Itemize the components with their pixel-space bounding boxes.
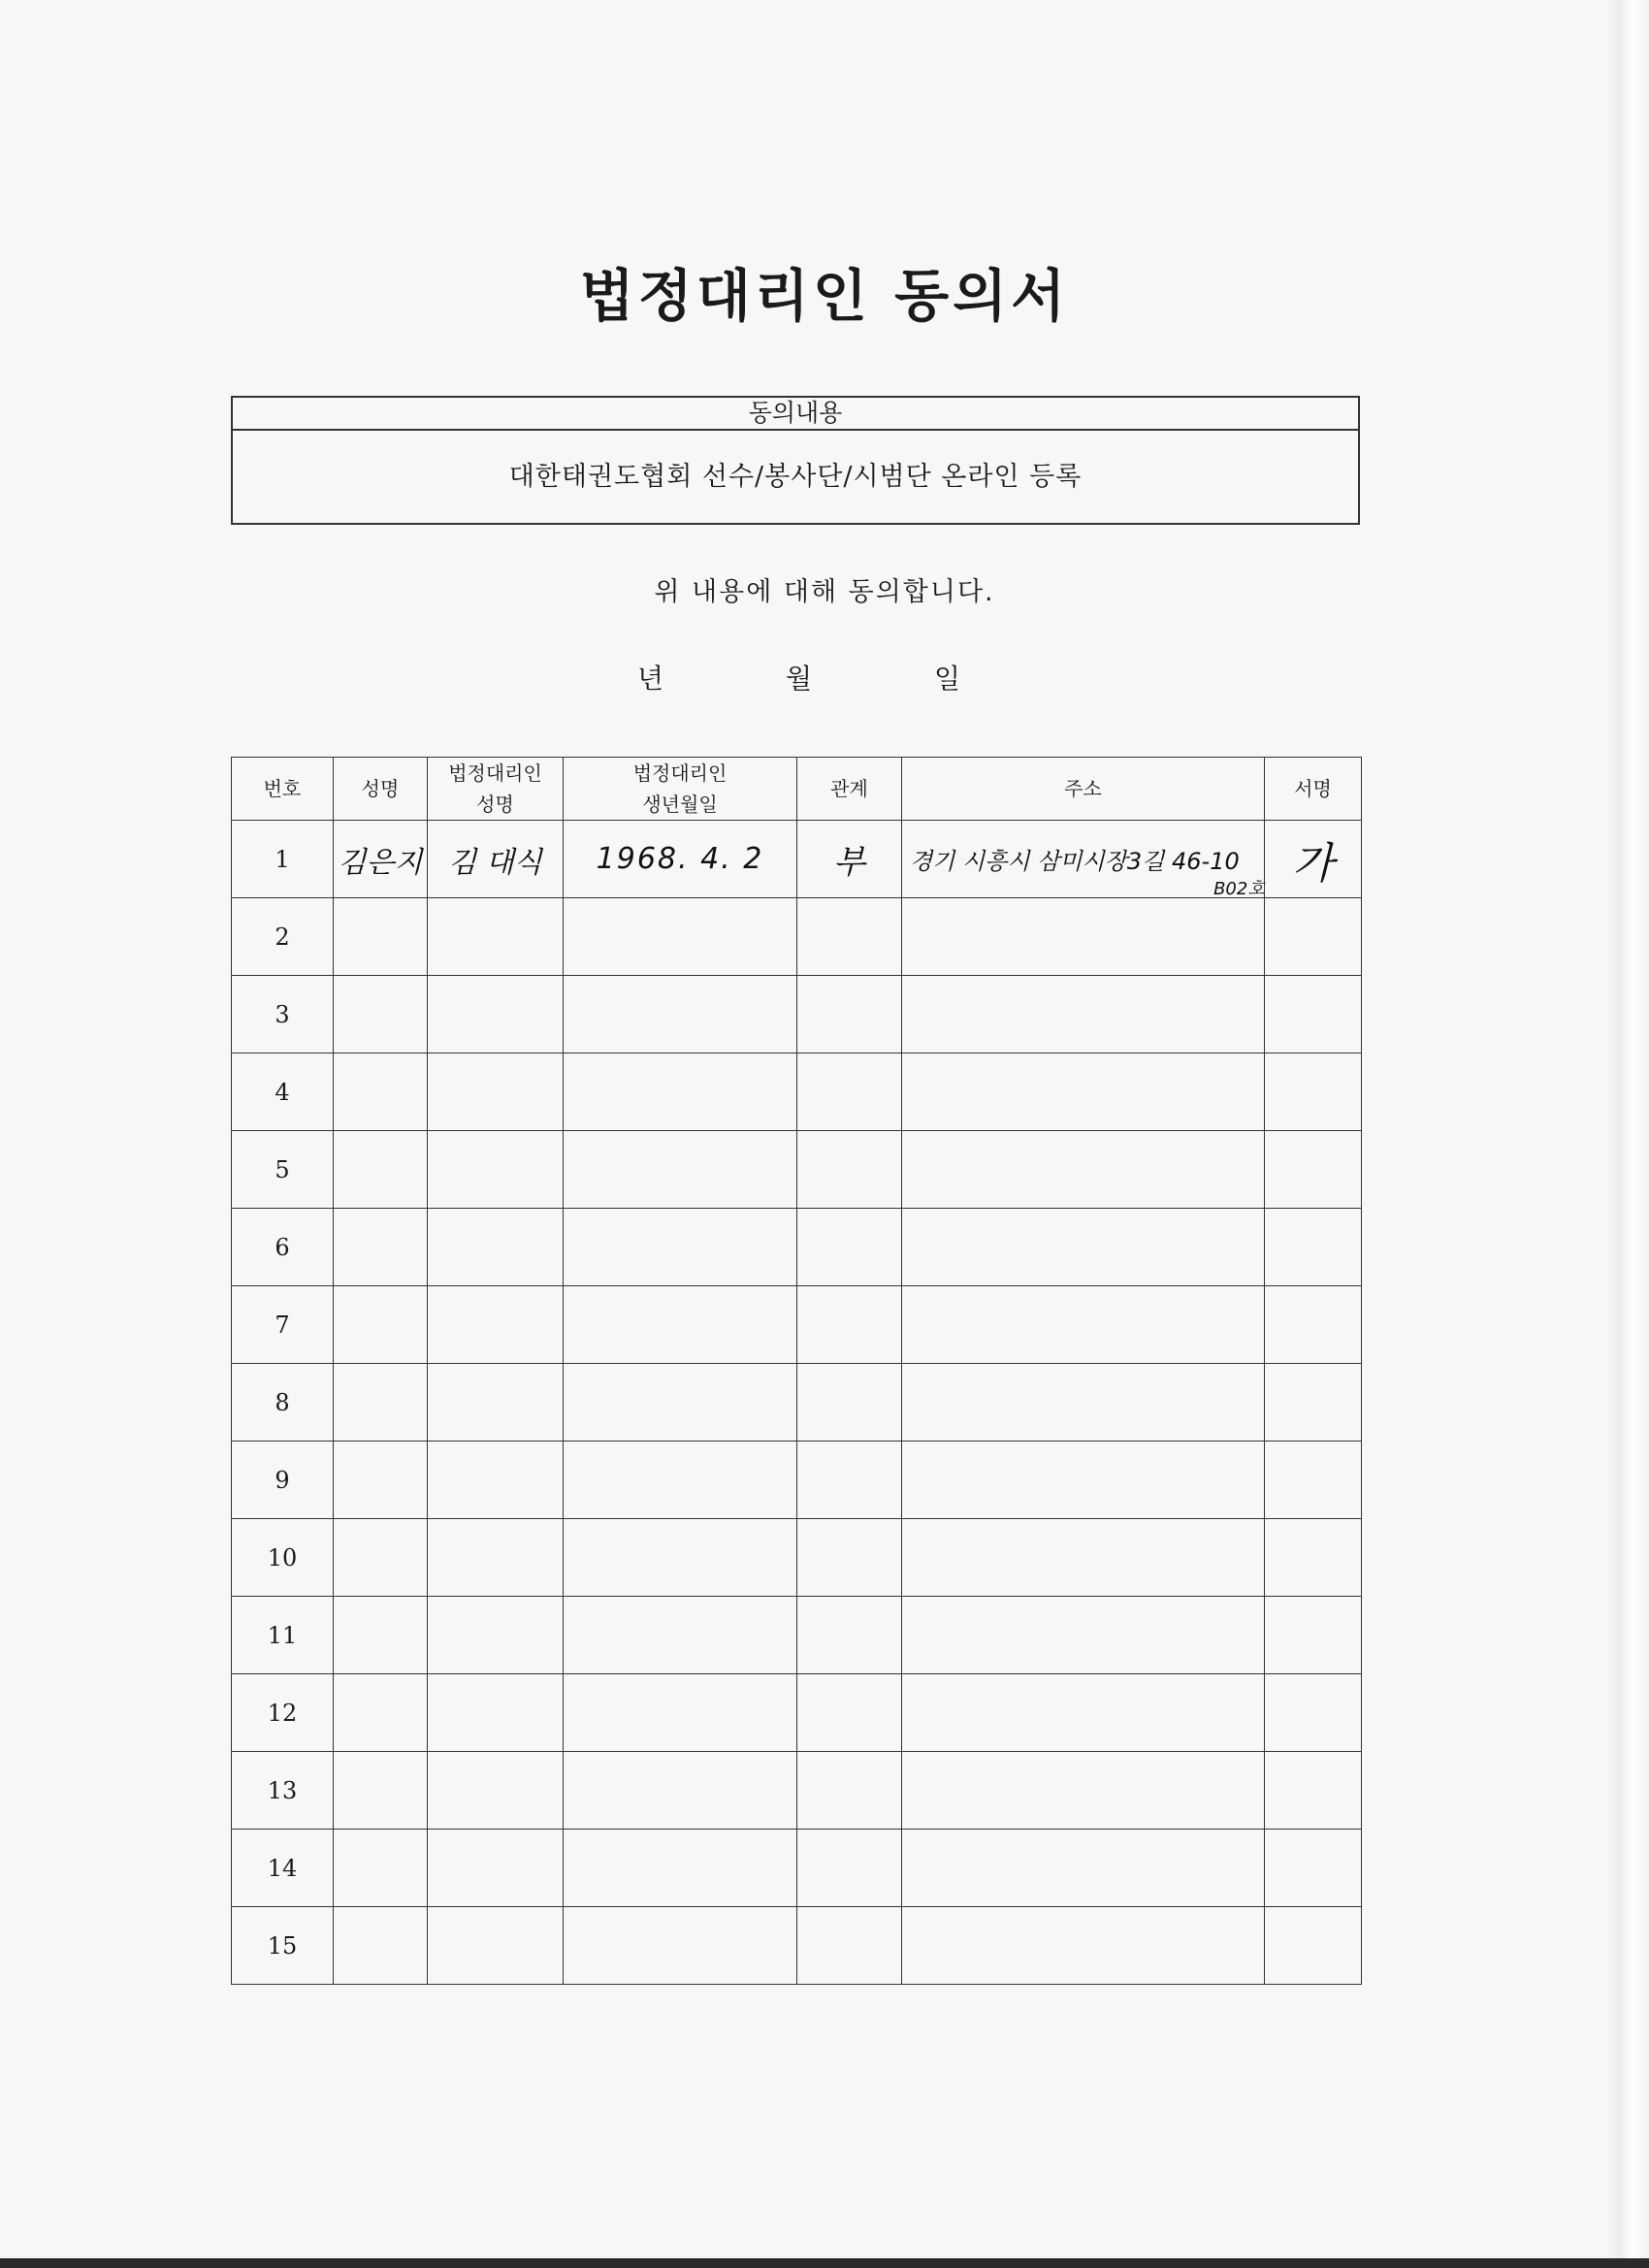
row-address [902,1053,1265,1131]
row-relation [797,1830,902,1907]
row-guardian-name [428,1830,564,1907]
row-signature [1265,1053,1362,1131]
table-row [232,1830,1362,1907]
header-relation: 관계 [797,758,902,821]
row-address [902,1907,1265,1985]
row-relation [797,1519,902,1597]
row-relation [797,1907,902,1985]
row-guardian-dob [564,1442,797,1519]
row-guardian-name [428,1131,564,1209]
row-guardian-name [428,1674,564,1752]
row-name [334,1674,428,1752]
handwritten-guardian-name: 김 대식 [448,845,542,880]
row-guardian-name [428,1752,564,1830]
row-guardian-name [428,821,564,898]
table-row [232,1597,1362,1674]
table-row [232,1752,1362,1830]
row-address [902,1209,1265,1286]
row-relation [797,1752,902,1830]
row-guardian-name [428,1209,564,1286]
row-address [902,1131,1265,1209]
row-name [334,1442,428,1519]
row-address [902,1519,1265,1597]
row-guardian-name [428,1597,564,1674]
header-no: 번호 [232,758,334,821]
handwritten-guardian-dob: 1968. 4. 2 [596,842,764,876]
row-no: 9 [232,1442,334,1519]
page-edge-bottom [0,2258,1649,2268]
header-guardian-dob [564,758,797,821]
row-no: 15 [232,1907,334,1985]
row-relation [797,1597,902,1674]
document-title: 법정대리인 동의서 [579,263,1070,329]
table-row [232,821,1362,898]
row-no: 4 [232,1053,334,1131]
row-signature [1265,1597,1362,1674]
row-address [902,976,1265,1053]
row-address [902,821,1265,898]
row-name [334,1907,428,1985]
header-guardian-dob-line2: 생년월일 [642,793,718,816]
table-row [232,1907,1362,1985]
handwritten-address-main: 경기 시흥시 삼미시장3길 46-10 [910,848,1240,875]
header-address: 주소 [902,758,1265,821]
row-signature [1265,976,1362,1053]
row-guardian-dob [564,1674,797,1752]
row-signature [1265,1131,1362,1209]
row-no: 1 [232,821,334,898]
table-row [232,1364,1362,1442]
date-year-label: 년 [637,663,664,695]
header-guardian-name-line1: 법정대리인 [448,761,542,785]
table-row [232,1209,1362,1286]
handwritten-name: 김은지 [338,845,423,880]
row-guardian-dob [564,1131,797,1209]
row-signature [1265,1286,1362,1364]
row-relation [797,1131,902,1209]
row-signature [1265,1209,1362,1286]
row-guardian-dob [564,1053,797,1131]
consent-box [231,396,1360,525]
row-address [902,1830,1265,1907]
row-address [902,1364,1265,1442]
row-guardian-dob [564,1364,797,1442]
row-relation [797,1674,902,1752]
row-guardian-name [428,976,564,1053]
row-name [334,1053,428,1131]
row-signature [1265,1752,1362,1830]
date-day-label: 일 [934,663,961,695]
row-no: 11 [232,1597,334,1674]
row-no: 14 [232,1830,334,1907]
row-name [334,1209,428,1286]
row-address [902,1286,1265,1364]
row-guardian-dob [564,821,797,898]
header-guardian-dob-line1: 법정대리인 [632,761,728,785]
table-row [232,1442,1362,1519]
row-guardian-name [428,1907,564,1985]
row-guardian-dob [564,1209,797,1286]
row-no: 10 [232,1519,334,1597]
row-guardian-dob [564,1752,797,1830]
row-guardian-name [428,1053,564,1131]
row-guardian-dob [564,1286,797,1364]
row-name [334,1597,428,1674]
row-address [902,1597,1265,1674]
row-signature [1265,1674,1362,1752]
row-address [902,1674,1265,1752]
row-guardian-name [428,1286,564,1364]
row-relation [797,1442,902,1519]
row-name [334,1131,428,1209]
handwritten-address [910,842,1265,899]
table-row [232,976,1362,1053]
table-row [232,1053,1362,1131]
row-signature [1265,1907,1362,1985]
row-guardian-dob [564,1830,797,1907]
table-row [232,1519,1362,1597]
row-no: 6 [232,1209,334,1286]
row-signature [1265,1364,1362,1442]
date-month-label: 월 [786,663,813,695]
row-relation [797,898,902,976]
row-signature [1265,1830,1362,1907]
row-address [902,898,1265,976]
row-no: 7 [232,1286,334,1364]
table-row [232,898,1362,976]
row-guardian-name [428,1442,564,1519]
row-no: 13 [232,1752,334,1830]
row-relation [797,821,902,898]
agreement-statement: 위 내용에 대해 동의합니다. [654,577,995,607]
row-signature [1265,1519,1362,1597]
row-name [334,821,428,898]
row-no: 12 [232,1674,334,1752]
table-header-row [232,758,1362,821]
row-name [334,1752,428,1830]
row-relation [797,1364,902,1442]
row-guardian-name [428,1364,564,1442]
table-row [232,1286,1362,1364]
row-guardian-dob [564,1907,797,1985]
row-name [334,1830,428,1907]
header-guardian-name-line2: 성명 [476,793,514,816]
row-name [334,898,428,976]
guardian-table [231,757,1362,1985]
row-address [902,1442,1265,1519]
row-address [902,1752,1265,1830]
page-edge-right [1606,0,1649,2268]
row-signature [1265,821,1362,898]
consent-header: 동의내용 [233,398,1358,431]
row-no: 8 [232,1364,334,1442]
row-name [334,976,428,1053]
row-no: 3 [232,976,334,1053]
handwritten-address-unit: B02호 [1213,879,1265,899]
handwritten-relation: 부 [833,843,865,882]
table-row [232,1131,1362,1209]
consent-body: 대한태권도협회 선수/봉사단/시범단 온라인 등록 [508,462,1083,492]
row-guardian-name [428,1519,564,1597]
row-relation [797,976,902,1053]
row-guardian-dob [564,1519,797,1597]
row-relation [797,1209,902,1286]
row-no: 2 [232,898,334,976]
row-relation [797,1286,902,1364]
row-no: 5 [232,1131,334,1209]
header-guardian-name [428,758,564,821]
row-signature [1265,1442,1362,1519]
handwritten-signature: 가 [1292,838,1334,889]
row-relation [797,1053,902,1131]
row-signature [1265,898,1362,976]
row-name [334,1364,428,1442]
row-guardian-dob [564,1597,797,1674]
row-guardian-name [428,898,564,976]
header-signature: 서명 [1265,758,1362,821]
row-guardian-dob [564,898,797,976]
row-guardian-dob [564,976,797,1053]
header-name: 성명 [334,758,428,821]
row-name [334,1286,428,1364]
table-row [232,1674,1362,1752]
row-name [334,1519,428,1597]
